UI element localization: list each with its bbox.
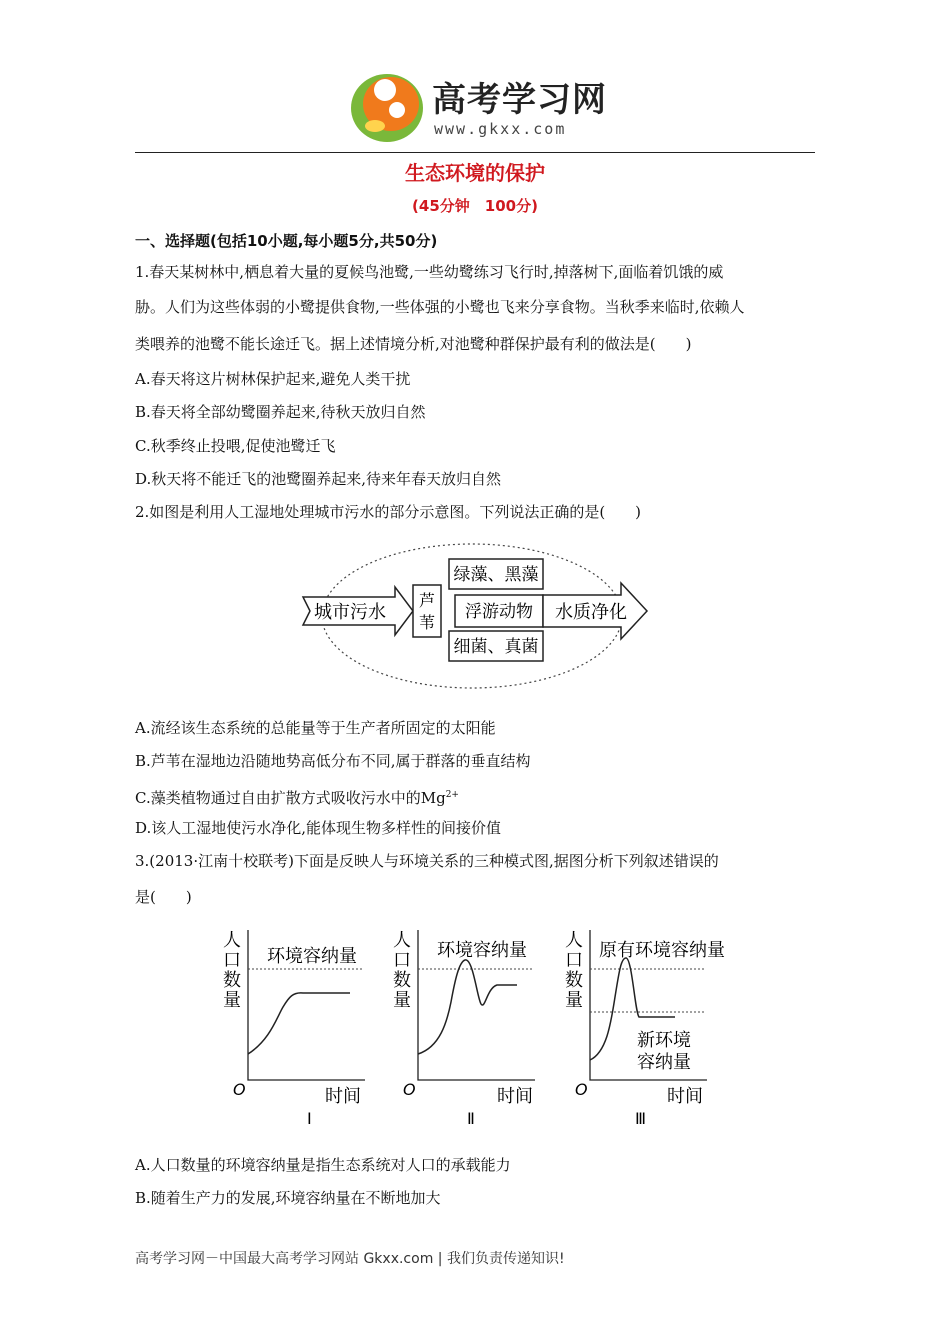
brand-url: www.gkxx.com [434, 120, 567, 138]
g2-caption: Ⅱ [467, 1109, 475, 1128]
q1-option-c: C.秋季终止投喂,促使池鹭迁飞 [135, 437, 336, 455]
section-heading: 一、选择题(包括10小题,每小题5分,共50分) [135, 232, 438, 250]
g1-ylabel-2: 口 [223, 950, 241, 971]
g1-capacity-label: 环境容纳量 [267, 946, 357, 967]
zooplankton-label: 浮游动物 [465, 602, 533, 622]
input-label: 城市污水 [314, 602, 386, 623]
graph-3 [565, 930, 725, 1128]
q1-option-a: A.春天将这片树林保护起来,避免人类干扰 [135, 370, 411, 388]
wetland-diagram [295, 535, 655, 695]
brand-name: 高考学习网 [432, 80, 607, 120]
q3-line-2: 是( ) [135, 888, 192, 906]
q2-option-b: B.芦苇在湿地边沿随地势高低分布不同,属于群落的垂直结构 [135, 752, 531, 770]
g2-ylabel-1: 人 [393, 930, 411, 951]
q2-option-a: A.流经该生态系统的总能量等于生产者所固定的太阳能 [135, 719, 496, 737]
g3-ylabel-1: 人 [565, 930, 583, 951]
g3-ylabel-4: 量 [565, 990, 583, 1011]
g3-xlabel: 时间 [667, 1086, 703, 1107]
algae-label: 绿藻、黑藻 [453, 565, 539, 585]
g1-ylabel-3: 数 [223, 970, 241, 991]
g2-ylabel-3: 数 [393, 970, 411, 991]
g3-origin: O [575, 1080, 588, 1099]
page-footer: 高考学习网－中国最大高考学习网站 Gkxx.com | 我们负责传递知识! [135, 1251, 565, 1267]
q2-option-c-sup: 2+ [445, 790, 459, 800]
q2-option-c [135, 785, 825, 808]
population-graphs [215, 922, 745, 1132]
q3-line-1: 3.(2013·江南十校联考)下面是反映人与环境关系的三种模式图,据图分析下列叙述错误的 [135, 852, 719, 870]
g1-origin: O [233, 1080, 246, 1099]
g3-capacity-label-bottom-2: 容纳量 [637, 1052, 691, 1073]
q3-option-a: A.人口数量的环境容纳量是指生态系统对人口的承载能力 [135, 1156, 511, 1174]
q2-option-c-text: C.藻类植物通过自由扩散方式吸收污水中的Mg [135, 789, 446, 807]
g3-ylabel-2: 口 [565, 950, 583, 971]
page-subtitle: (45分钟 100分) [412, 197, 538, 215]
g1-xlabel: 时间 [325, 1086, 361, 1107]
g3-ylabel-3: 数 [565, 970, 583, 991]
g3-caption: Ⅲ [635, 1109, 647, 1128]
q3-option-b: B.随着生产力的发展,环境容纳量在不断地加大 [135, 1189, 441, 1207]
logo-mark-icon [345, 68, 435, 148]
header-divider [135, 152, 815, 153]
g2-origin: O [403, 1080, 416, 1099]
g3-capacity-label-top: 原有环境容纳量 [599, 940, 725, 961]
q1-option-d: D.秋天将不能迁飞的池鹭圈养起来,待来年春天放归自然 [135, 470, 502, 488]
q1-line-1: 1.春天某树林中,栖息着大量的夏候鸟池鹭,一些幼鹭练习飞行时,掉落树下,面临着饥饿的威 [135, 263, 724, 281]
output-label: 水质净化 [555, 602, 627, 623]
graph-1 [223, 930, 365, 1128]
g3-capacity-label-bottom-1: 新环境 [637, 1030, 691, 1051]
page-title: 生态环境的保护 [405, 161, 545, 185]
graph-2 [393, 930, 535, 1128]
g2-xlabel: 时间 [497, 1086, 533, 1107]
reed-label-1: 芦 [418, 591, 436, 610]
g1-ylabel-4: 量 [223, 990, 241, 1011]
g2-capacity-label: 环境容纳量 [437, 940, 527, 961]
q1-line-3: 类喂养的池鹭不能长途迁飞。据上述情境分析,对池鹭种群保护最有利的做法是( ) [135, 335, 692, 353]
bacteria-label: 细菌、真菌 [453, 637, 539, 657]
g1-ylabel-1: 人 [223, 930, 241, 951]
q2-stem: 2.如图是利用人工湿地处理城市污水的部分示意图。下列说法正确的是( ) [135, 503, 642, 521]
g1-caption: Ⅰ [307, 1109, 312, 1128]
q1-option-b: B.春天将全部幼鹭圈养起来,待秋天放归自然 [135, 403, 426, 421]
reed-label-2: 苇 [418, 613, 436, 632]
q1-line-2: 胁。人们为这些体弱的小鹭提供食物,一些体强的小鹭也飞来分享食物。当秋季来临时,依赖人 [135, 298, 745, 316]
q2-option-d: D.该人工湿地使污水净化,能体现生物多样性的间接价值 [135, 819, 502, 837]
g2-ylabel-4: 量 [393, 990, 411, 1011]
g2-ylabel-2: 口 [393, 950, 411, 971]
